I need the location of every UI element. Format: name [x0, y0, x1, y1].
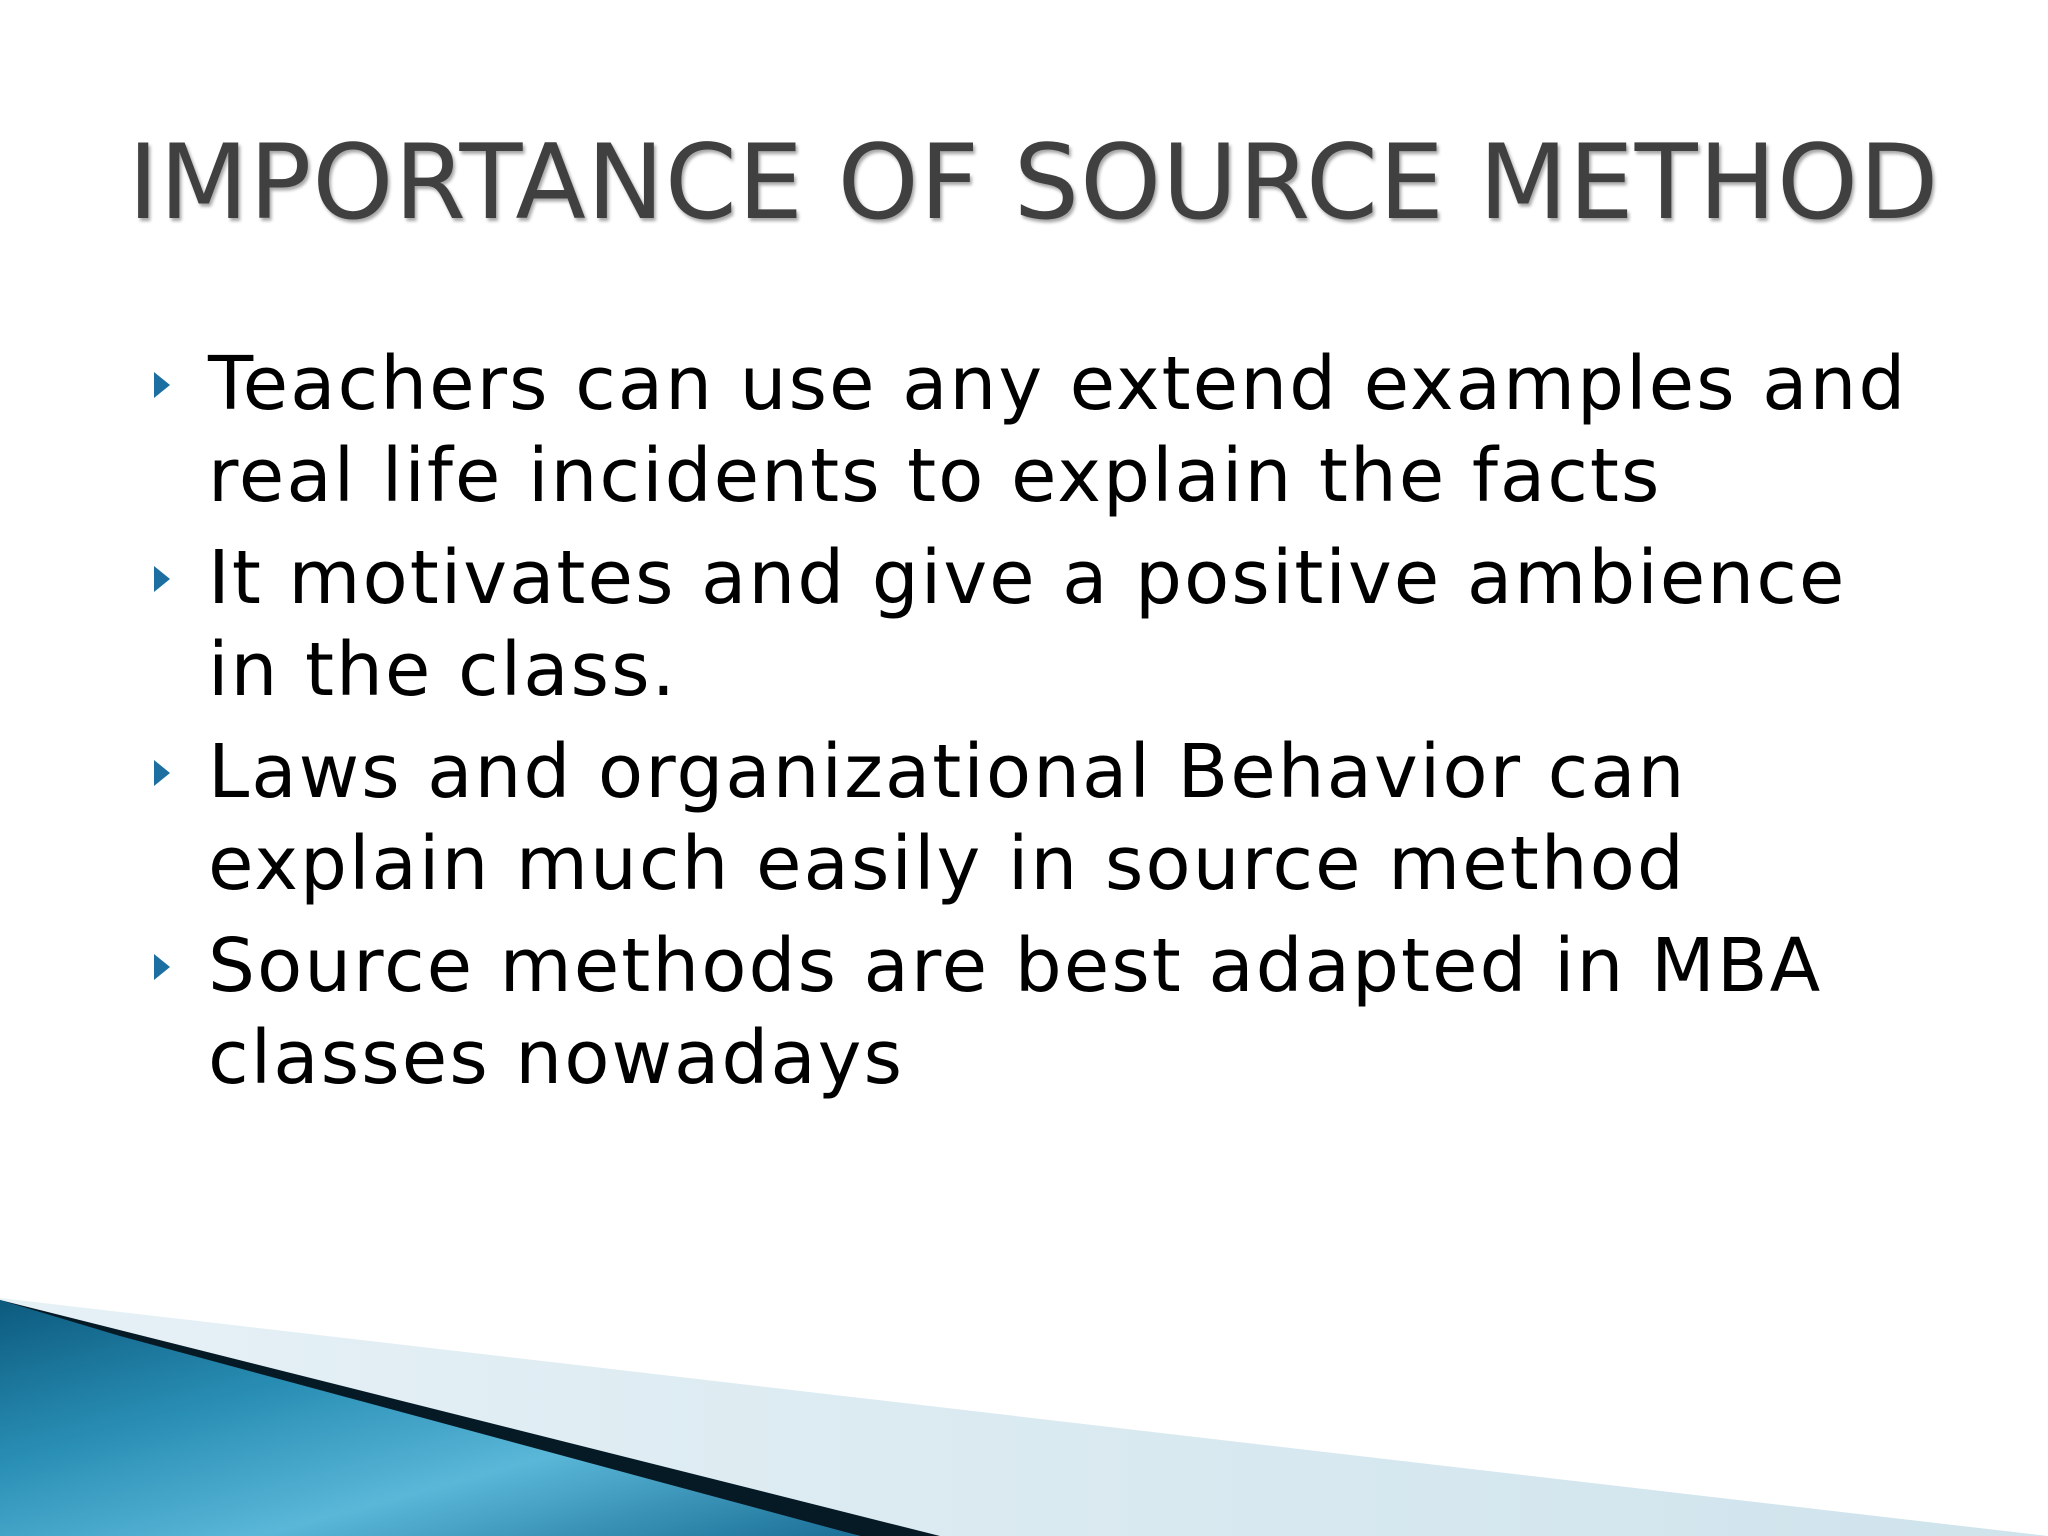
triangle-right-icon: [154, 760, 170, 786]
bullet-item: [148, 338, 1938, 522]
bullet-text: It motivates and give a positive ambience in the class.: [208, 535, 1847, 713]
bullet-item: [148, 532, 1938, 716]
triangle-right-icon: [154, 954, 170, 980]
bullet-text: Teachers can use any extend examples and real life incidents to explain the facts: [208, 341, 1908, 519]
swoosh-light-band: [0, 1298, 2048, 1536]
triangle-right-icon: [154, 372, 170, 398]
triangle-right-icon: [154, 566, 170, 592]
bullet-list: [148, 338, 1938, 1114]
bullet-text: Source methods are best adapted in MBA classes nowadays: [208, 923, 1823, 1101]
bullet-text: Laws and organizational Behavior can explain much easily in source method: [208, 729, 1687, 907]
swoosh-teal-wedge: [0, 1300, 860, 1536]
bullet-item: [148, 920, 1938, 1104]
bullet-item: [148, 726, 1938, 910]
swoosh-dark-stripe: [0, 1300, 940, 1536]
slide-title: IMPORTANCE OF SOURCE METHOD: [128, 123, 1940, 243]
